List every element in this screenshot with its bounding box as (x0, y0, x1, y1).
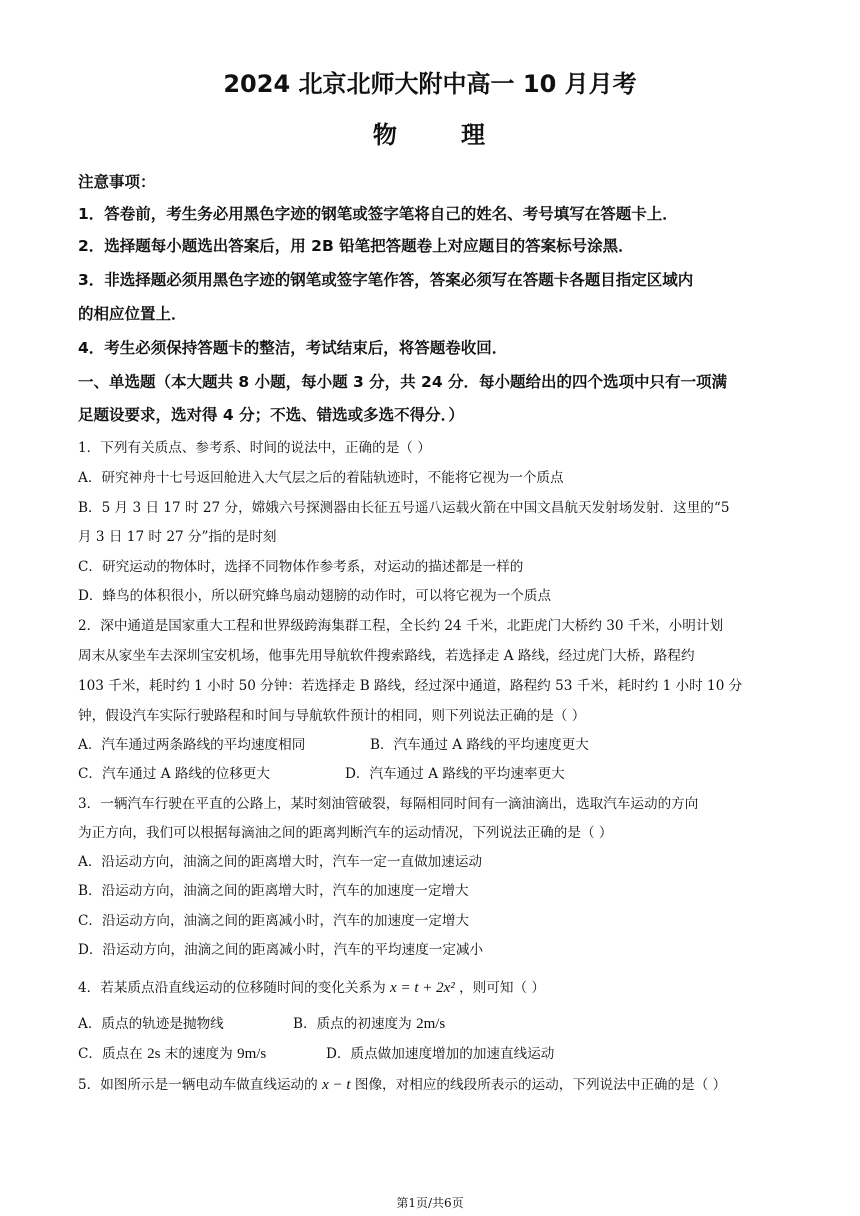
q5-stem-text: 5．如图所示是一辆电动车做直线运动的 (78, 1077, 318, 1093)
q3-option-a: A．沿运动方向，油滴之间的距离增大时，汽车一定一直做加速运动 (78, 854, 483, 870)
q5-formula: x − t (322, 1077, 351, 1093)
q4-option-d: D．质点做加速度增加的加速直线运动 (326, 1046, 555, 1062)
q2-stem-line-1: 2．深中通道是国家重大工程和世界级跨海集群工程，全长约 24 千米，北距虎门大桥约 30 千米，小明计划 (78, 618, 724, 634)
q2-option-d: D．汽车通过 A 路线的平均速率更大 (345, 766, 565, 782)
q2-option-c: C．汽车通过 A 路线的位移更大 (78, 766, 270, 782)
q4-option-b-text: B．质点的初速度为 (293, 1016, 412, 1032)
q4-option-c-velocity: 9m/s (237, 1046, 267, 1062)
q1-option-a: A．研究神舟十七号返回舱进入大气层之后的着陆轨迹时，不能将它视为一个质点 (78, 470, 564, 486)
q2-stem-line-3: 103 千米，耗时约 1 小时 50 分钟：若选择走 B 路线，经过深中通道，路程约 53 千米，耗时约 1 小时 10 分 (78, 678, 743, 694)
q2-option-a: A．汽车通过两条路线的平均速度相同 (78, 737, 306, 753)
q1-option-b: B．5 月 3 日 17 时 27 分，嫦娥六号探测器由长征五号遥八运载火箭在中国文昌航天发射场发射．这里的“5 (78, 500, 730, 516)
q5-stem (78, 1073, 726, 1094)
q4-option-b-value: 2m/s (416, 1016, 446, 1032)
q2-stem-line-2: 周末从家坐车去深圳宝安机场，他事先用导航软件搜索路线，若选择走 A 路线，经过虎门大桥，路程约 (78, 648, 695, 664)
q3-option-c: C．沿运动方向，油滴之间的距离减小时，汽车的加速度一定增大 (78, 913, 470, 929)
notice-item-3: 3．非选择题必须用黑色字迹的钢笔或签字笔作答，答案必须写在答题卡各题目指定区域内 (78, 271, 694, 289)
notice-heading: 注意事项： (78, 173, 156, 191)
q1-option-d: D．蜂鸟的体积很小，所以研究蜂鸟扇动翅膀的动作时，可以将它视为一个质点 (78, 588, 552, 604)
q1-option-b-cont: 月 3 日 17 时 27 分”指的是时刻 (78, 529, 277, 545)
notice-item-1: 1．答卷前，考生务必用黑色字迹的钢笔或签字笔将自己的姓名、考号填写在答题卡上． (78, 205, 678, 223)
q1-option-c: C．研究运动的物体时，选择不同物体作参考系，对运动的描述都是一样的 (78, 559, 524, 575)
q3-stem-line-1: 3．一辆汽车行驶在平直的公路上，某时刻油管破裂，每隔相同时间有一滴油滴出，选取汽车运动的方向 (78, 796, 699, 812)
q4-option-b (293, 1012, 445, 1033)
q4-stem-tail: ，则可知（ ） (459, 980, 545, 996)
q1-stem: 1．下列有关质点、参考系、时间的说法中，正确的是（ ） (78, 440, 431, 456)
q4-stem (78, 976, 545, 997)
q3-option-b: B．沿运动方向，油滴之间的距离增大时，汽车的加速度一定增大 (78, 883, 469, 899)
notice-item-3-cont: 的相应位置上． (78, 305, 187, 323)
section-heading-cont: 足题设要求，选对得 4 分；不选、错选或多选不得分．） (78, 406, 464, 424)
q3-stem-line-2: 为正方向，我们可以根据每滴油之间的距离判断汽车的运动情况，下列说法正确的是（ ） (78, 825, 613, 841)
page-number: 第1页/共6页 (396, 1196, 464, 1210)
q4-option-c (78, 1042, 266, 1063)
q4-option-c-time: 2s (147, 1046, 161, 1062)
q5-stem-tail: 图像，对相应的线段所表示的运动，下列说法中正确的是（ ） (354, 1077, 727, 1093)
subject-title: 物 理 (372, 121, 488, 149)
q4-formula: x = t + 2x² (390, 980, 455, 996)
q2-stem-line-4: 钟，假设汽车实际行驶路程和时间与导航软件预计的相同，则下列说法正确的是（ ） (78, 708, 586, 724)
q4-option-c-text: C．质点在 (78, 1046, 143, 1062)
exam-title: 2024 北京北师大附中高一 10 月月考 (223, 70, 637, 98)
q4-option-c-mid: 末的速度为 (164, 1046, 233, 1062)
q2-option-b: B．汽车通过 A 路线的平均速度更大 (370, 737, 589, 753)
notice-item-2: 2．选择题每小题选出答案后，用 2B 铅笔把答题卷上对应题目的答案标号涂黑． (78, 237, 634, 255)
q4-option-a: A．质点的轨迹是抛物线 (78, 1016, 224, 1032)
q4-stem-text: 4．若某质点沿直线运动的位移随时间的变化关系为 (78, 980, 386, 996)
q3-option-d: D．沿运动方向，油滴之间的距离减小时，汽车的平均速度一定减小 (78, 942, 484, 958)
notice-item-4: 4．考生必须保持答题卡的整洁，考试结束后，将答题卷收回． (78, 339, 508, 357)
section-heading: 一、单选题（本大题共 8 小题，每小题 3 分，共 24 分．每小题给出的四个选项中只有一项满 (78, 373, 728, 391)
